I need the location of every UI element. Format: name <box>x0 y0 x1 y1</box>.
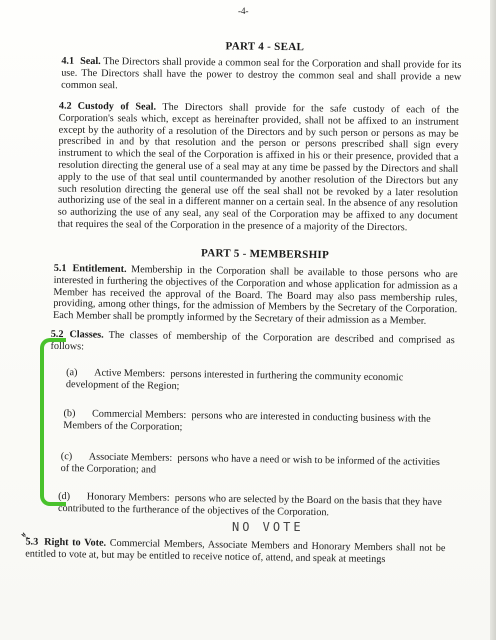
section-number: 4.1 <box>61 55 75 67</box>
page-number: -4- <box>238 6 249 16</box>
section-text: The Directors shall provide for the safe custody of each of the Corporation's seals which, except as hereinafter provided, shall not be affixed to an instrument except by the authority of a resolution of the Directors and by such person or persons as may be prescribed in and by that resolution and the person or persons prescribed shall sign every instrument to which the seal of the Corporation is affixed in his or their presence, provided that a resolution directing the general use of a seal may at any time be passed by the Directors and shall apply to the use of that seal until countermanded by another resolution of the Directors but any such resolution directing the general use off the seal shall not be revoked by a later resolution authorizing use of the seal in a different manner on a certain seal. In the absence of any resolution so authorizing the use of any seal, any seal of the Corporation may be affixed to any document that requires the seal of the Corporation in the presence of a majority of the Directors. <box>57 101 459 234</box>
class-name: Commercial Members: <box>91 408 187 421</box>
section-number: 5.2 <box>50 328 64 341</box>
section-title: Right to Vote. <box>44 536 107 549</box>
green-bracket-mark <box>40 338 66 506</box>
section-title: Seal. <box>80 55 101 68</box>
class-name: Associate Members: <box>88 451 173 464</box>
handwritten-note: NO VOTE <box>232 520 304 534</box>
pen-arrow-icon: ➴ <box>20 529 31 543</box>
class-label: (a) <box>66 367 78 379</box>
section-text: Membership in the Corporation shall be available to those persons who are interested in furthering the objectives of the Corporation and whose application for admission as a Member has received the approval of the Board. The Board may also pass membership rules, providing, among other things, for the admission of Members by the Secretary of the Corporation. Each Member shall be promptly informed by the Secretary of their admission as a Member. <box>52 264 458 327</box>
section-title: Entitlement. <box>72 263 127 276</box>
class-text: persons interested in furthering the community economic development of the Region; <box>65 368 404 392</box>
class-name: Honorary Members: <box>86 491 170 504</box>
class-text: persons who have a need or wish to be informed of the activities of the Corporation; and <box>60 452 440 476</box>
section-title: Custody of Seal. <box>77 100 157 113</box>
section-text: The Directors shall provide a common seal for the Corporation and shall provide for its use. The Directors shall have the power to destroy the common seal and shall provide a new common seal. <box>61 56 462 91</box>
section-text: The classes of membership of the Corporation are described and comprised as follows: <box>50 329 455 353</box>
section-number: 4.2 <box>58 100 72 112</box>
section-title: Classes. <box>69 329 104 341</box>
class-name: Active Members: <box>94 367 166 380</box>
section-4-2 <box>58 101 459 235</box>
class-label: (c) <box>60 451 73 463</box>
part5-heading: PART 5 - MEMBERSHIP <box>200 247 330 262</box>
class-text: persons who are interested in conducting business with the Members of the Corporation; <box>63 410 431 433</box>
class-label: (b) <box>63 408 76 420</box>
section-number: 5.1 <box>53 262 67 275</box>
part4-heading: PART 4 - SEAL <box>225 40 305 54</box>
section-5-1 <box>53 263 458 328</box>
page-edge <box>490 0 496 640</box>
section-text: Commercial Members, Associate Members and Honorary Members shall not be entitled to vote at, but may be entitled to receive notice of, attend, and speak at meetings <box>25 537 446 565</box>
class-text: persons who are selected by the Board on the basis that they have contributed to the furtherance of the objectives of the Corporation. <box>57 492 442 519</box>
section-number: 5.3 <box>25 536 39 548</box>
class-label: (d) <box>58 490 71 503</box>
section-4-1 <box>61 56 461 96</box>
